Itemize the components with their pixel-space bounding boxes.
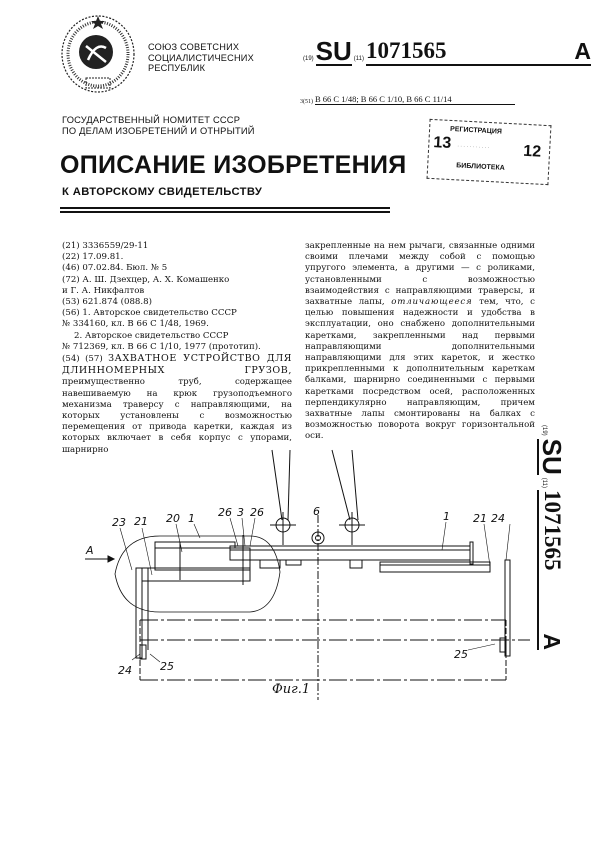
library-stamp	[427, 119, 552, 185]
claim-distinguishing-word: отличающееся	[391, 297, 473, 308]
bib-line: (46) 07.02.84. Бюл. № 5	[62, 263, 168, 274]
bib-line: (56) 1. Авторское свидетельство СССР	[62, 308, 237, 319]
part-label-3: 3	[237, 506, 244, 519]
committee-name	[62, 115, 255, 137]
part-label-25: 25	[160, 660, 174, 673]
bib-line: и Г. А. Никфалтов	[62, 285, 145, 296]
part-label-21: 21	[134, 515, 148, 528]
part-label-24: 24	[118, 664, 132, 677]
detail-outline	[115, 536, 280, 612]
org-line: РЕСПУБЛИК	[148, 63, 206, 73]
bib-line: (72) А. Ш. Дзехцер, А. Х. Комашенко	[62, 274, 230, 285]
bib-line: 2. Авторское свидетельство СССР	[74, 330, 229, 341]
document-subtitle: К АВТОРСКОМУ СВИДЕТЕЛЬСТВУ	[62, 186, 263, 198]
side-country-code: SU	[537, 438, 567, 475]
view-label: A	[86, 544, 94, 557]
part-label-6: 6	[313, 505, 320, 518]
part-label-1: 1	[188, 512, 195, 525]
ipc-classification	[300, 94, 515, 105]
claim-title: ЗАХВАТНОЕ УСТРОЙСТВО ДЛЯ ДЛИННОМЕРНЫХ ГРУЗОВ,	[62, 353, 293, 377]
bib-line: (22) 17.09.81.	[62, 252, 124, 263]
bib-line: (21) 3336559/29-11	[62, 241, 149, 251]
union-name	[148, 42, 254, 74]
publication-number	[303, 38, 591, 66]
stamp-left-number: 13	[432, 134, 452, 152]
kind-code: A	[574, 38, 592, 64]
part-label-23: 23	[112, 516, 126, 529]
figure-caption: Фиг.1	[272, 682, 311, 697]
side-kind-code: A	[539, 633, 565, 651]
org-line: СОЮЗ СОВЕТСНИХ	[148, 42, 240, 52]
pipe-load	[140, 620, 530, 680]
part-label-24: 24	[491, 512, 505, 525]
part-label-20: 20	[166, 512, 180, 525]
stamp-right-number: 12	[522, 142, 542, 161]
org-line: СОЦИАЛИСТИЧЕСНИХ	[148, 52, 254, 63]
left-column	[62, 241, 292, 456]
side-country-code-label: (19)	[541, 425, 547, 436]
country-code-label: (19)	[303, 56, 314, 62]
stamp-middle: · · · · · · · · · · ·	[457, 143, 490, 152]
side-number-code-label: (11)	[541, 477, 547, 489]
part-label-1: 1	[443, 510, 450, 523]
patent-number-block	[366, 38, 591, 66]
number-code-label: (11)	[353, 56, 365, 62]
divider	[60, 211, 390, 213]
side-patent-number: 1071565	[540, 490, 565, 571]
pulleys	[270, 512, 365, 700]
side-number-block	[537, 490, 565, 650]
committee-line: ГОСУДАРСТВЕННЫЙ НОМИТЕТ СССР	[62, 115, 241, 125]
part-label-26: 26	[250, 506, 264, 519]
claim-text-left: преимущественно труб, содержащее навешиваемую на крюк грузоподъемного механизма траверсу с направляющими, на которых установлены с возможностью перемещения от привода каретки, каждая из которых включает в себя корпус с упорами, шарнирно	[62, 377, 292, 455]
stamp-bottom: БИБЛИОТЕКА	[456, 162, 505, 172]
part-label-26: 26	[218, 506, 232, 519]
bib-line: (53) 621.874 (088.8)	[62, 297, 152, 308]
committee-line: ПО ДЕЛАМ ИЗОБРЕТЕНИЙ И ОТНРЫТИЙ	[62, 126, 255, 136]
part-label-25: 25	[454, 648, 468, 661]
ussr-emblem-icon	[58, 12, 138, 96]
bib-line: № 712369, кл. B 66 C 1/10, 1977 (прототип).	[62, 341, 261, 352]
technical-drawing	[60, 440, 540, 720]
claim-text-right-2: тем, что, с целью повышения надежности и удобства в эксплуатации, оно снабжено дополнительными каретками, закрепленными над первыми направляющими дополнительными направляющими для этих кареток, и жестко прикрепленными к дополнительным кареткам балками, шарнирно соединенными с первыми каретками посредством осей, расположенных перпендикулярно направляющим, причем захватные лапы смонтированы на балках с возможностью поворота вокруг горизонтальной оси.	[305, 297, 535, 442]
country-code: SU	[315, 36, 352, 66]
gripper-frames	[136, 560, 510, 659]
part-label-21: 21	[473, 512, 487, 525]
divider	[60, 207, 390, 209]
right-column	[305, 241, 535, 443]
ipc-value: B 66 C 1/48; B 66 C 1/10, B 66 C 11/14	[315, 94, 515, 105]
bib-line: № 334160, кл. B 66 C 1/48, 1969.	[62, 319, 209, 330]
claim-text-right-1: закрепленные на нем рычаги, связанные одними своими плечами между собой с помощью упругого элемента, а другими — с роликами, установленными с возможностью взаимодействия с направляющими траверсы, и захватные лапы,	[305, 241, 535, 308]
ipc-code-label: 3(51)	[300, 99, 313, 105]
document-title: ОПИСАНИЕ ИЗОБРЕТЕНИЯ	[60, 151, 407, 179]
stamp-top: РЕГИСТРАЦИЯ	[449, 125, 503, 136]
claim-codes: (54) (57)	[62, 354, 103, 365]
bibliography	[62, 241, 292, 353]
patent-number: 1071565	[366, 38, 447, 63]
